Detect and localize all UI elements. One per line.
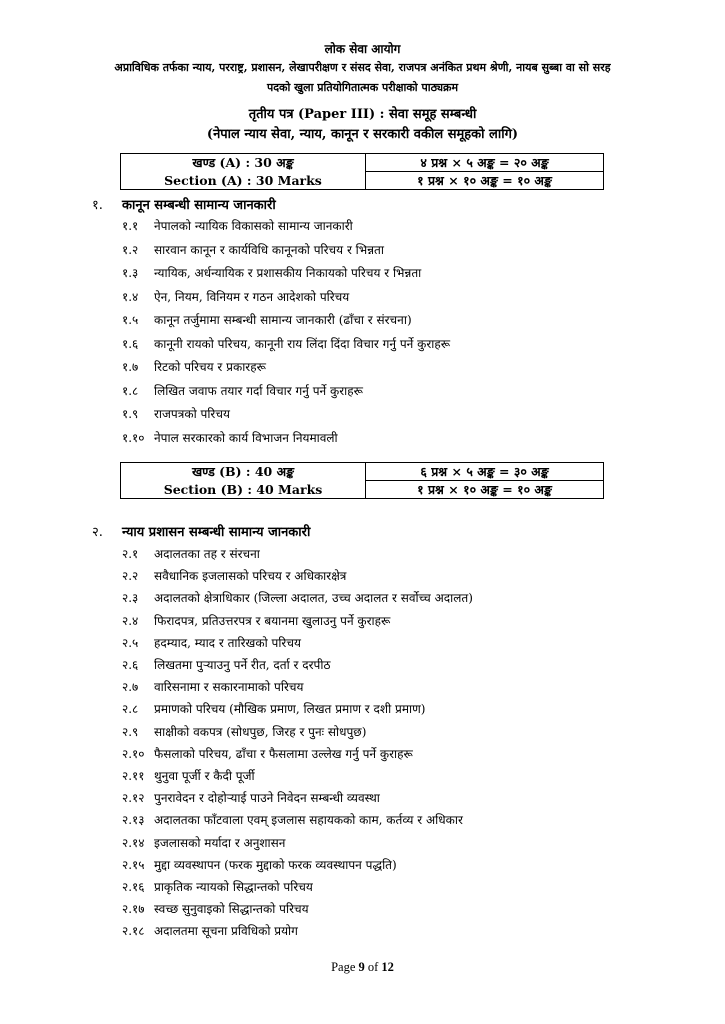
page-footer xyxy=(0,960,725,975)
item-text: ऐन, नियम, विनियम र गठन आदेशको परिचय xyxy=(154,289,350,304)
section-b-label-np: खण्ड (B) : 40 अङ्क xyxy=(121,463,366,481)
section-a-label-en: Section (A) : 30 Marks xyxy=(121,172,366,190)
item-text: प्रमाणको परिचय (मौखिक प्रमाण, लिखत प्रमाण र दशी प्रमाण) xyxy=(154,702,426,717)
section2-item xyxy=(122,700,425,717)
paper-title: तृतीय पत्र (Paper III) : सेवा समूह सम्बन्धी xyxy=(248,107,477,122)
section2-item xyxy=(122,634,301,651)
section2-item xyxy=(122,811,463,828)
paper-subtitle: (नेपाल न्याय सेवा, न्याय, कानून र सरकारी वकील समूहको लागि) xyxy=(206,127,519,142)
item-text: लिखित जवाफ तयार गर्दा विचार गर्नु पर्ने कुराहरू xyxy=(154,383,363,398)
item-number: १.९ xyxy=(122,407,139,421)
section2-item xyxy=(122,612,390,629)
section-b-label-en: Section (B) : 40 Marks xyxy=(121,481,366,499)
section1-item xyxy=(122,264,421,281)
item-text: फिरादपत्र, प्रतिउत्तरपत्र र बयानमा खुलाउनु पर्ने कुराहरू xyxy=(154,613,391,628)
section2-item xyxy=(122,656,330,673)
item-text: सारवान कानून र कार्यविधि कानूनको परिचय र भिन्नता xyxy=(154,242,384,257)
section-b-long-questions: १ प्रश्न × १० अङ्क = १० अङ्क xyxy=(366,481,604,499)
section2-item xyxy=(122,922,298,939)
section1-item xyxy=(122,358,266,375)
section1-item xyxy=(122,429,338,446)
item-number: २.१० xyxy=(122,746,145,761)
item-number: २.१७ xyxy=(122,902,145,917)
item-number: १.३ xyxy=(122,266,139,280)
section-b-short-questions: ६ प्रश्न × ५ अङ्क = ३० अङ्क xyxy=(366,463,604,481)
item-text: अदालतमा सूचना प्रविधिको प्रयोग xyxy=(154,924,298,939)
item-text: स्वच्छ सुनुवाइको सिद्धान्तको परिचय xyxy=(154,902,309,917)
syllabus-label: पदको खुला प्रतियोगितात्मक परीक्षाको पाठ्यक्रम xyxy=(266,81,459,94)
item-number: १.५ xyxy=(122,313,139,327)
item-text: पुनरावेदन र दोहोर्‍याई पाउने निवेदन सम्बन्धी व्यवस्था xyxy=(154,791,380,806)
section-2-heading xyxy=(92,522,310,540)
item-number: २.१६ xyxy=(122,880,145,894)
section2-item xyxy=(122,878,313,895)
marks-table-a xyxy=(120,153,604,190)
item-text: प्राकृतिक न्यायको सिद्धान्तको परिचय xyxy=(154,880,313,894)
item-text: इजलासको मर्यादा र अनुशासन xyxy=(154,835,286,850)
footer-prefix: Page xyxy=(331,960,359,974)
item-text: नेपाल सरकारको कार्य विभाजन नियमावली xyxy=(154,430,338,445)
item-number: २.८ xyxy=(122,702,139,717)
item-number: २.११ xyxy=(122,769,145,783)
item-text: थुनुवा पूर्जी र कैदी पूर्जी xyxy=(154,769,255,783)
current-page: 9 xyxy=(358,960,365,974)
item-number: २.१५ xyxy=(122,857,145,872)
section1-item xyxy=(122,241,384,258)
item-number: २.४ xyxy=(122,613,139,628)
section2-item xyxy=(122,789,380,806)
item-text: सवैधानिक इजलासको परिचय र अधिकारक्षेत्र xyxy=(154,569,347,584)
item-number: २.१३ xyxy=(122,813,145,828)
item-number: २.३ xyxy=(122,591,139,606)
section-2-number: २. xyxy=(92,525,103,540)
item-text: राजपत्रको परिचय xyxy=(154,407,230,421)
section1-item xyxy=(122,288,349,305)
item-number: २.५ xyxy=(122,635,139,650)
item-number: १.४ xyxy=(122,289,139,304)
section2-item xyxy=(122,678,303,695)
footer-of: of xyxy=(364,960,382,974)
item-number: १.६ xyxy=(122,336,139,351)
item-text: फैसलाको परिचय, ढाँचा र फैसलामा उल्लेख गर्नु पर्ने कुराहरू xyxy=(154,746,413,761)
section2-item xyxy=(122,745,413,762)
section-a-long-questions: १ प्रश्न × १० अङ्क = १० अङ्क xyxy=(366,172,604,190)
section1-item xyxy=(122,217,353,234)
section2-item xyxy=(122,545,260,562)
item-number: १.१० xyxy=(122,430,145,445)
item-text: साक्षीको वकपत्र (सोधपुछ, जिरह र पुनः सोधपुछ) xyxy=(154,724,367,739)
item-text: लिखतमा पुर्‍याउनु पर्ने रीत, दर्ता र दरपीठ xyxy=(154,658,331,672)
section-1-heading xyxy=(92,195,276,213)
section-a-label-np: खण्ड (A) : 30 अङ्क xyxy=(121,154,366,172)
item-text: कानून तर्जुमामा सम्बन्धी सामान्य जानकारी (ढाँचा र संरचना) xyxy=(154,313,412,327)
section2-item xyxy=(122,856,397,873)
section1-item xyxy=(122,335,450,352)
item-number: २.९ xyxy=(122,724,139,739)
item-text: अदालतको क्षेत्राधिकार (जिल्ला अदालत, उच्च अदालत र सर्वोच्च अदालत) xyxy=(154,591,473,606)
section-a-short-questions: ४ प्रश्न × ५ अङ्क = २० अङ्क xyxy=(366,154,604,172)
item-text: नेपालको न्यायिक विकासको सामान्य जानकारी xyxy=(154,219,353,233)
section1-item xyxy=(122,405,230,422)
item-text: मुद्दा व्यवस्थापन (फरक मुद्दाको फरक व्यवस्थापन पद्धति) xyxy=(154,857,397,872)
section2-item xyxy=(122,723,366,740)
item-number: २.७ xyxy=(122,680,139,695)
item-number: १.२ xyxy=(122,242,139,257)
item-text: अदालतका तह र संरचना xyxy=(154,547,260,561)
section2-item xyxy=(122,834,285,851)
section1-item xyxy=(122,311,412,328)
exam-description: अप्राविधिक तर्फका न्याय, परराष्ट्र, प्रशासन, लेखापरीक्षण र संसद सेवा, राजपत्र अनंकित प्रथम श्रेणी, नायब सुब्बा वा सो सरह xyxy=(114,61,611,74)
section1-item xyxy=(122,382,363,399)
item-text: अदालतका फाँटवाला एवम् इजलास सहायकको काम, कर्तव्य र अधिकार xyxy=(154,813,463,828)
section2-item xyxy=(122,900,309,917)
item-number: २.१४ xyxy=(122,835,145,850)
section2-item xyxy=(122,567,346,584)
item-text: वारिसनामा र सकारनामाको परिचय xyxy=(154,680,304,695)
section-2-title: न्याय प्रशासन सम्बन्धी सामान्य जानकारी xyxy=(122,525,311,540)
item-number: २.१ xyxy=(122,547,139,561)
org-name: लोक सेवा आयोग xyxy=(324,42,401,56)
item-text: कानूनी रायको परिचय, कानूनी राय लिंदा दिंदा विचार गर्नु पर्ने कुराहरू xyxy=(154,336,451,351)
item-number: २.२ xyxy=(122,569,139,584)
section2-item xyxy=(122,589,473,606)
section-1-title: कानून सम्बन्धी सामान्य जानकारी xyxy=(122,198,276,213)
item-text: हदम्याद, म्याद र तारिखको परिचय xyxy=(154,635,301,650)
marks-table-b xyxy=(120,462,604,499)
item-text: न्यायिक, अर्धन्यायिक र प्रशासकीय निकायको परिचय र भिन्नता xyxy=(154,266,422,280)
section-1-number: १. xyxy=(92,198,103,213)
item-number: १.७ xyxy=(122,360,139,374)
item-number: १.८ xyxy=(122,383,139,398)
item-text: रिटको परिचय र प्रकारहरू xyxy=(154,360,266,374)
item-number: २.६ xyxy=(122,658,139,672)
item-number: २.१८ xyxy=(122,924,145,939)
item-number: २.१२ xyxy=(122,791,145,806)
section2-item xyxy=(122,767,255,784)
item-number: १.१ xyxy=(122,219,139,233)
total-pages: 12 xyxy=(381,960,394,974)
